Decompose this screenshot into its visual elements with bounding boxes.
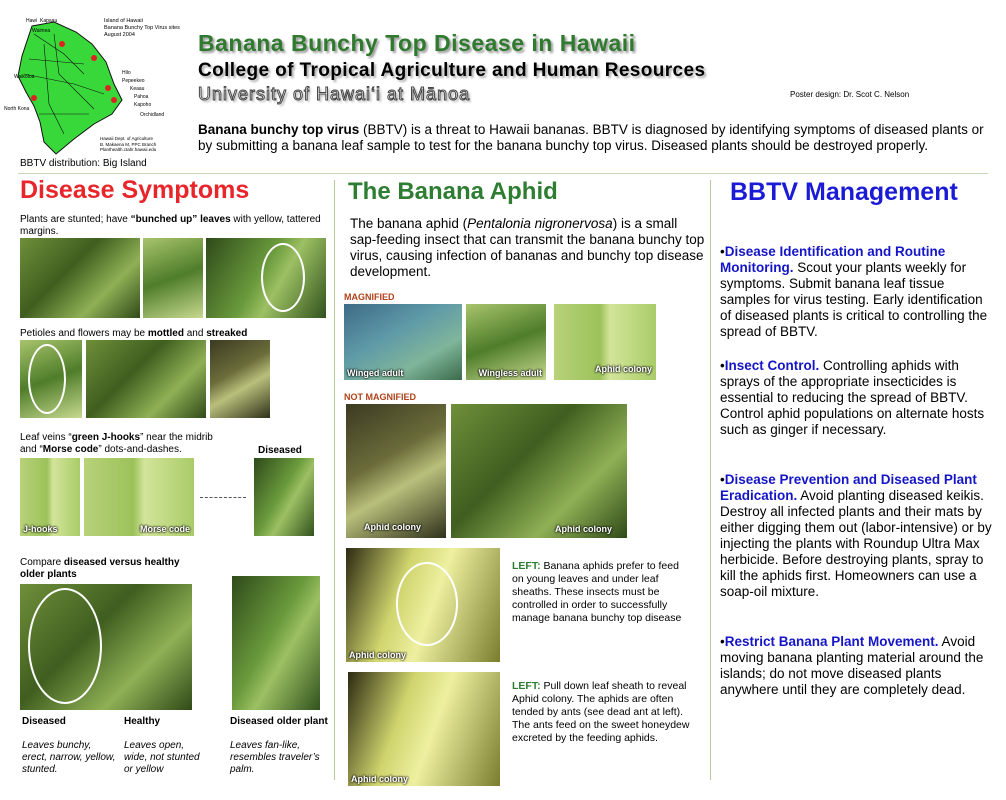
aphid-colony-caption: Aphid colony — [364, 522, 421, 532]
symptoms-text-3 — [20, 432, 230, 456]
column-divider-1 — [334, 180, 335, 780]
aphid-intro-c: ) is a small sap-feeding insect that can transmit the banana bunchy top virus, causing infection of bananas and bunchy top disease development. — [350, 216, 705, 279]
aphid-intro-a: The banana aphid ( — [350, 216, 468, 231]
aphid-intro — [350, 216, 706, 280]
symptoms-text-4a: Compare — [20, 557, 64, 568]
compare-col-3-title: Diseased older plant — [230, 716, 328, 727]
magnified-label: MAGNIFIED — [344, 292, 395, 302]
management-item-4 — [720, 634, 992, 698]
aphid-left-note-2 — [512, 680, 696, 745]
symptoms-text-2 — [20, 328, 330, 340]
morse-code-caption: Morse code — [139, 524, 190, 534]
intro-text: (BBTV) is a threat to Hawaii bananas. BBTV is diagnosed by identifying symptoms of diseased plants or by submitting a banana leaf sample to test for the banana bunchy top virus. Diseased plants should be destroyed properly. — [198, 122, 984, 153]
photo-bunched-leaves — [143, 238, 203, 318]
management-item-1 — [720, 244, 992, 340]
map-label-kapaau: Kapaau — [40, 18, 58, 24]
poster-title: Banana Bunchy Top Disease in Hawaii — [198, 30, 636, 56]
photo-morse-code — [84, 458, 194, 536]
intro-paragraph — [198, 122, 984, 154]
symptoms-heading: Disease Symptoms — [20, 176, 250, 204]
symptoms-text-1a: Plants are stunted; have — [20, 214, 131, 225]
photo-aphid-colony-plant — [451, 404, 627, 538]
symptoms-text-1c: with yellow, tattered margins. — [20, 214, 321, 237]
symptoms-text-3a: Leaf veins “ — [20, 432, 72, 443]
management-item-4-text: Avoid moving banana planting material around the islands; do not move diseased plants anywhere until they are completely dead. — [720, 634, 984, 697]
photo-streaked-flower — [210, 340, 270, 418]
wingless-adult-caption: Wingless adult — [478, 368, 542, 378]
map-label-waikoloa: Waikoloa — [14, 74, 35, 80]
island-map — [4, 14, 189, 160]
map-label-pahoa: Pahoa — [134, 94, 149, 100]
left-label: LEFT: — [512, 680, 541, 692]
photo-diseased-older-plant — [232, 576, 320, 710]
photo-stunted-plants — [20, 238, 140, 318]
diseased-label: Diseased — [258, 445, 302, 456]
highlight-oval — [28, 344, 66, 414]
map-label-orchidland: Orchidland — [140, 112, 165, 118]
symptoms-text-4b: diseased versus healthy older plants — [20, 557, 180, 580]
column-divider-2 — [710, 180, 711, 780]
symptoms-text-1b: “bunched up” leaves — [130, 214, 231, 225]
poster-university: University of Hawai‘i at Mānoa — [198, 84, 471, 104]
map-legend-title: Island of Hawaii — [104, 18, 143, 24]
photo-diseased-vs-healthy — [20, 584, 192, 710]
management-item-2-text: Controlling aphids with sprays of the appropriate insecticides is essential to reducing the spread of BBTV. Control aphid populations on alternate hosts such as ginger if necessary. — [720, 358, 985, 437]
symptoms-text-2b: mottled — [147, 328, 184, 339]
intro-bold: Banana bunchy top virus — [198, 122, 360, 137]
compare-col-2-text: Leaves open, wide, not stunted or yellow — [124, 740, 200, 775]
highlight-oval — [261, 243, 305, 312]
symptoms-text-3b: green J-hooks — [71, 432, 141, 443]
bullet: • — [720, 472, 725, 487]
symptoms-text-4 — [20, 557, 190, 581]
header-divider — [18, 173, 988, 174]
compare-col-3 — [230, 716, 330, 776]
management-item-2-title: Insect Control. — [724, 358, 820, 373]
map-caption: BBTV distribution: Big Island — [20, 158, 147, 169]
aphid-colony-caption: Aphid colony — [595, 364, 652, 374]
photo-diseased-plant — [254, 458, 314, 536]
map-credit: Hawaii Dept. of Agriculture B. Makaena M, PPC Branch Planthealth.ctahr.hawaii.edu — [100, 136, 157, 152]
compare-col-1-title: Diseased — [22, 716, 66, 727]
compare-col-1-text: Leaves bunchy, erect, narrow, yellow, stunted. — [22, 740, 116, 775]
management-item-4-title: Restrict Banana Plant Movement. — [724, 634, 939, 649]
aphid-left-note-1 — [512, 560, 692, 625]
map-legend — [104, 18, 180, 39]
poster-credit: Poster design: Dr. Scot C. Nelson — [790, 90, 910, 99]
map-legend-sub: Banana Bunchy Top Virus sites — [104, 25, 180, 31]
left-label: LEFT: — [512, 560, 541, 572]
highlight-oval — [28, 588, 102, 704]
management-item-1-text: Scout your plants weekly for symptoms. Submit banana leaf tissue samples for virus testing. Early identification of diseased plants is critical to controlling the spread of BBTV. — [720, 260, 988, 339]
not-magnified-label: NOT MAGNIFIED — [344, 392, 416, 402]
symptoms-text-2a: Petioles and flowers may be — [20, 328, 148, 339]
highlight-oval — [396, 562, 458, 646]
aphid-colony-caption: Aphid colony — [351, 774, 408, 784]
management-item-3-text: Avoid planting diseased keikis. Destroy all infected plants and their mats by either digging them out (labor-intensive) or by injecting the plants with Roundup Ultra Max herbicide. Before destroying plants, spray to kill the aphids first. Homeowners can use a soap-oil mixture. — [720, 488, 992, 599]
symptoms-text-3d: Morse code — [42, 444, 99, 455]
compare-col-1 — [22, 716, 118, 776]
management-item-1-title: Disease Identification and Routine Monitoring. — [720, 244, 946, 275]
photo-aphid-colony-magnified — [554, 304, 656, 380]
symptoms-text-3e: ” dots-and-dashes. — [98, 444, 182, 455]
map-label-pepeekeo: Pepeekeo — [122, 78, 145, 84]
photo-j-hooks — [20, 458, 80, 536]
compare-col-2 — [124, 716, 204, 776]
bullet: • — [720, 358, 725, 373]
map-label-hawi: Hawi — [26, 18, 38, 24]
map-label-kapoho: Kapoho — [134, 102, 152, 108]
aphid-colony-caption: Aphid colony — [555, 524, 612, 534]
symptoms-text-2d: streaked — [206, 328, 248, 339]
compare-col-3-text: Leaves fan-like, resembles traveler’s palm. — [230, 740, 320, 775]
management-heading: BBTV Management — [730, 178, 958, 206]
photo-mottled-petiole — [20, 340, 82, 418]
j-hooks-caption: J-hooks — [23, 524, 58, 534]
aphid-heading: The Banana Aphid — [348, 178, 558, 205]
aphid-colony-caption: Aphid colony — [349, 650, 406, 660]
winged-adult-caption: Winged adult — [347, 368, 404, 378]
photo-streaked-petiole — [86, 340, 206, 418]
symptoms-text-1 — [20, 214, 330, 238]
map-legend-date: August 2004 — [104, 32, 135, 38]
aphid-left-note-2-text: Pull down leaf sheath to reveal Aphid colony. The aphids are often tended by ants (see dead ant at left). The ants feed on the sweet honeydew excreted by the feeding aphids. — [512, 680, 690, 744]
compare-col-2-title: Healthy — [124, 716, 161, 727]
management-item-3-title: Disease Prevention and Diseased Plant Eradication. — [720, 472, 977, 503]
map-label-waimea: Waimea — [32, 28, 51, 34]
photo-aphid-colony-sheath — [348, 672, 500, 786]
management-item-3 — [720, 472, 992, 600]
symptoms-text-2c: and — [183, 328, 207, 339]
map-label-hilo: Hilo — [122, 70, 131, 76]
photo-wingless-adult — [466, 304, 546, 380]
map-label-keaau: Keaau — [130, 86, 145, 92]
photo-yellow-margins — [206, 238, 326, 318]
management-item-2 — [720, 358, 992, 438]
bullet: • — [720, 244, 725, 259]
photo-aphid-leaf-sheath — [346, 548, 500, 662]
photo-winged-adult — [344, 304, 462, 380]
aphid-intro-species: Pentalonia nigronervosa — [467, 216, 613, 231]
poster-subtitle: College of Tropical Agriculture and Human Resources — [198, 60, 706, 81]
map-label-north-kona: North Kona — [4, 106, 30, 112]
symptoms-text-3c: ” near the midrib and “ — [20, 432, 213, 455]
aphid-left-note-1-text: Banana aphids prefer to feed on young leaves and under leaf sheaths. These insects must be controlled in order to successfully manage banana bunchy top disease — [512, 560, 682, 624]
bullet: • — [720, 634, 725, 649]
connector-line — [200, 497, 246, 498]
photo-aphid-colony-stem — [346, 404, 446, 538]
